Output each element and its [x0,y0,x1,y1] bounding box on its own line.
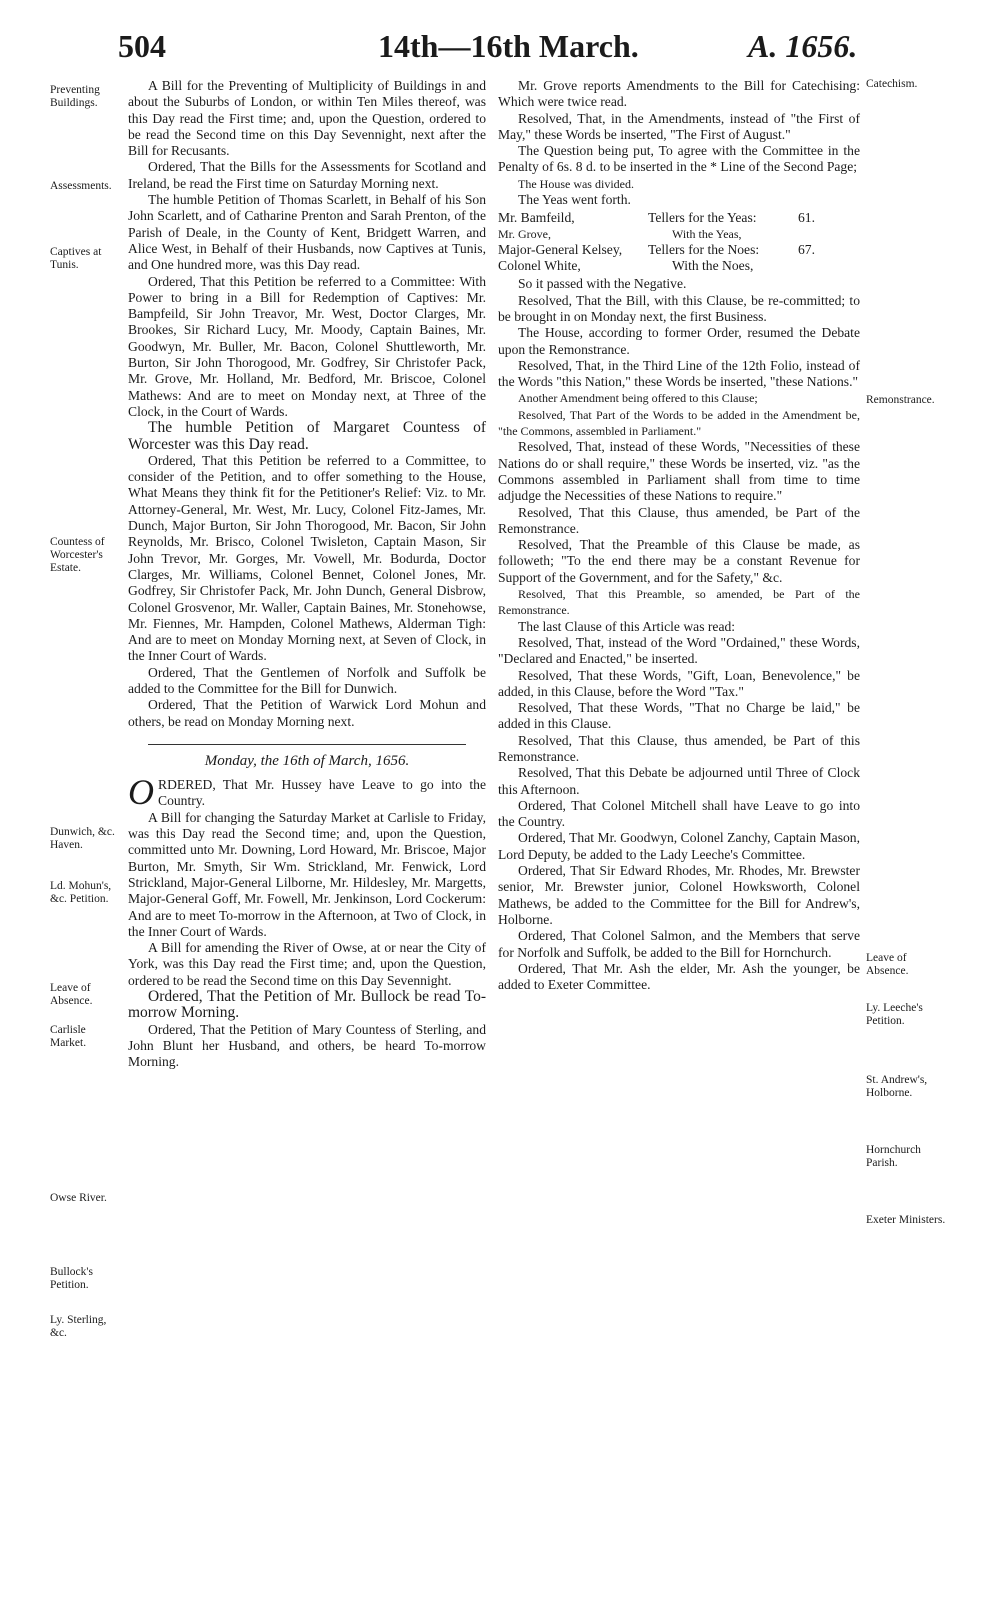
entry-paragraph: The House, according to former Order, resumed the Debate upon the Remonstrance. [498,325,860,357]
entry-paragraph: Resolved, That Part of the Words to be added in the Amendment be, "the Commons, assembled in Parliament." [498,407,860,439]
entry-paragraph: Ordered, That the Petition of Warwick Lord Mohun and others, be read on Monday Morning next. [128,697,486,729]
entry-paragraph: Resolved, That this Clause, thus amended, be Part of the Remonstrance. [498,504,860,536]
margin-note: Assessments. [50,180,112,192]
margin-note: Ld. Mohun's, &c. Petition. [50,880,112,905]
margin-note: Leave of Absence. [50,982,93,1007]
teller-role: With the Noes, [672,258,754,274]
entry-paragraph: Another Amendment being offered to this Clause; [518,391,758,406]
day-heading: Monday, the 16th of March, 1656. [204,752,410,769]
left-column [128,78,486,1071]
page-number: 504 [118,28,166,64]
margin-note: St. Andrew's, Holborne. [866,1074,928,1099]
entry-paragraph: Resolved, That these Words, "That no Charge be laid," be added in this Clause. [498,700,860,732]
section-divider [148,744,466,745]
entry-paragraph: So it passed with the Negative. [518,276,687,292]
entry-paragraph: A Bill for changing the Saturday Market at Carlisle to Friday, was this Day read the Second time; and, upon the Question, committed unto Mr. Downing, Lord Howard, Mr. Briscoe, Major Burton, Mr. Smyth, Sir Wm. Strickland, Mr. Fenwick, Lord Strickland, Major-General Lilborne, Mr. Hildesley, Mr. Margetts, Major-General Goff, Mr. Fowell, Mr. Jenkinson, Lord Cockerum: And are to meet To-morrow in the Afternoon, at Two of Clock, in the Inner Court of Wards. [128,809,486,939]
tellers-row [498,210,860,226]
teller-role: With the Yeas, [672,227,742,242]
teller-role: Tellers for the Yeas: [648,210,757,226]
margin-note: Exeter Ministers. [866,1214,946,1226]
teller-name: Colonel White, [498,258,581,274]
entry-paragraph: Ordered, That Colonel Mitchell shall have Leave to go into the Country. [498,797,860,830]
teller-count: 61. [798,210,815,226]
entry-paragraph: Resolved, That, in the Third Line of the 12th Folio, instead of the Words "this Nation," these Words be inserted, "these Nations." [498,357,860,390]
margin-note: Preventing Buildings. [50,84,100,109]
entry-paragraph: The last Clause of this Article was read: [518,618,736,634]
entry-paragraph: Resolved, That this Preamble, so amended, be Part of the Remonstrance. [498,587,860,618]
entry-paragraph: Resolved, That, instead of these Words, "Necessities of these Nations do or shall require," these Words be inserted, viz. "as the Commons assembled in Parliament shall from time to time adjudge the Necessities of these Nations to require." [498,439,860,504]
margin-note: Hornchurch Parish. [866,1144,921,1169]
entry-paragraph: Ordered, That Mr. Ash the elder, Mr. Ash the younger, be added to Exeter Committee. [498,960,860,993]
entry-paragraph: The humble Petition of Margaret Countess of Worcester was this Day read. [128,419,486,453]
teller-count [798,226,860,242]
margin-note: Remonstrance. [866,394,935,406]
entry-paragraph: Ordered, That Sir Edward Rhodes, Mr. Rhodes, Mr. Brewster senior, Mr. Brewster junior, Colonel Howksworth, Colonel Mathews, be added to the Committee for the Bill for Andrew's, Holborne. [498,863,860,927]
margin-note: Captives at Tunis. [50,246,102,271]
entry-paragraph: Ordered, That this Petition be referred to a Committee, to consider of the Petition, and to offer something to the House, What Means they think fit for the Petitioner's Relief: Viz. to Mr. Attorney-General, Mr. West, Mr. Lucy, Colonel Fitz-James, Mr. Dunch, Major Burton, Sir John Thorogood, Mr. Bacon, Sir John Reynolds, Mr. Brisco, Colonel Twisleton, Captain Mason, Sir John Trevor, Mr. Gorges, Mr. Vowell, Mr. Bodurda, Doctor Clarges, Mr. Williams, Colonel Bennet, Colonel Jones, Mr. Godfrey, Sir Christofer Pack, Mr. John Dunch, General Disbrow, Colonel Grosvenor, Mr. Waller, Captain Baines, Mr. Stonehowse, Mr. Fiennes, Mr. Hampden, Colonel Mathews, Alderman Tigh: And are to meet on Monday Morning next, at Seven of Clock, in the Inner Court of Wards. [128,452,486,664]
entry-paragraph: Ordered, That the Petition of Mr. Bullock be read To-morrow Morning. [128,988,486,1022]
entry-paragraph: A Bill for the Preventing of Multiplicity of Buildings in and about the Suburbs of London, or within Ten Miles thereof, was this Day read the First time; and, upon the Question, ordered to be read the Second time on this Day Sevennight, next after the Bill for Recusants. [128,78,486,159]
entry-paragraph: Resolved, That this Clause, thus amended, be Part of this Remonstrance. [498,732,860,764]
entry-paragraph: Resolved, That, instead of the Word "Ordained," these Words, "Declared and Enacted," be inserted. [498,634,860,667]
teller-role: Tellers for the Noes: [648,242,760,258]
teller-name: Major-General Kelsey, [498,242,623,258]
entry-paragraph: Resolved, That this Debate be adjourned until Three of Clock this Afternoon. [498,765,860,797]
date-range: 14th—16th March. [378,28,639,64]
margin-note: Owse River. [50,1192,107,1204]
entry-paragraph: Ordered, That the Gentlemen of Norfolk and Suffolk be added to the Committee for the Bill for Dunwich. [128,664,486,696]
drop-cap: O [128,772,154,813]
entry-paragraph: The Question being put, To agree with the Committee in the Penalty of 6s. 8 d. to be inserted in the * Line of the Second Page; [498,143,860,175]
margin-note: Ly. Leeche's Petition. [866,1002,923,1027]
entry-paragraph: Resolved, That the Preamble of this Clause be made, as followeth; "To the end there may be a constant Revenue for Support of the Government, and for the Safety," &c. [498,537,860,585]
entry-paragraph: The humble Petition of Thomas Scarlett, in Behalf of his Son John Scarlett, and of Catharine Prenton and Sarah Prenton, of the Parish of Deale, in the County of Kent, Bridgett Warren, and Alice West, in Behalf of their Husbands, now Captives at Tunis, and One hundred more, was this Day read. [128,192,486,273]
entry-paragraph: The Yeas went forth. [518,192,631,208]
entry-paragraph: The House was divided. [518,176,634,191]
year-heading: A. 1656. [748,28,858,64]
entry-paragraph: Ordered, That the Bills for the Assessments for Scotland and Ireland, be read the First time on Saturday Morning next. [128,159,486,191]
entry-paragraph: Ordered, That this Petition be referred to a Committee: With Power to bring in a Bill for Redemption of Captives: Mr. Bampfeild, Sir John Treavor, Mr. West, Doctor Clarges, Mr. Brookes, Sir Richard Lucy, Mr. Moody, Captain Baines, Mr. Goodwyn, Mr. Buller, Mr. Bacon, Colonel Shuttleworth, Mr. Burton, Sir John Thorogood, Mr. Godfrey, Sir Christofer Pack, Mr. Grove, Mr. Holland, Mr. Bedford, Mr. Briscoe, Colonel Mathews: And are to meet on Monday next, at Three of the Clock, in the Court of Wards. [128,273,486,419]
right-column [498,78,860,993]
margin-note: Leave of Absence. [866,952,909,977]
margin-note: Carlisle Market. [50,1024,87,1049]
entry-paragraph: Resolved, That, in the Amendments, instead of "the First of May," these Words be inserted, "The First of August." [498,110,860,142]
entry-paragraph: A Bill for amending the River of Owse, at or near the City of York, was this Day read the First time; and, upon the Question, ordered to be read the Second time on this Day Sevennight. [128,940,486,988]
tellers-row [498,226,860,242]
teller-count: 67. [798,242,815,258]
entry-paragraph: Ordered, That the Petition of Mary Countess of Sterling, and John Blunt her Husband, and others, be heard To-morrow Morning. [128,1021,486,1070]
margin-note: Bullock's Petition. [50,1266,93,1291]
margin-note: Ly. Sterling, &c. [50,1314,107,1339]
tellers-row [498,258,860,274]
tellers-table [498,210,860,274]
entry-paragraph [128,772,486,813]
entry-paragraph: Resolved, That the Bill, with this Clause, be re-committed; to be brought in on Monday next, the first Business. [498,292,860,324]
margin-note: Countess of Worcester's Estate. [50,536,105,574]
page-header [0,28,992,78]
entry-paragraph: Ordered, That Colonel Salmon, and the Members that serve for Norfolk and Suffolk, be added to the Bill for Hornchurch. [498,928,860,960]
margin-note: Dunwich, &c. Haven. [50,826,115,851]
entry-paragraph: Ordered, That Mr. Goodwyn, Colonel Zanchy, Captain Mason, Lord Deputy, be added to the Lady Leeche's Committee. [498,830,860,862]
teller-name: Mr. Grove, [498,227,551,242]
teller-name: Mr. Bamfeild, [498,210,575,226]
entry-paragraph: Mr. Grove reports Amendments to the Bill for Catechising: Which were twice read. [498,78,860,110]
teller-count [798,258,860,274]
entry-paragraph: Resolved, That these Words, "Gift, Loan, Benevolence," be added, in this Clause, before the Word "Tax." [498,667,860,699]
entry-text: RDERED, That Mr. Hussey have Leave to go into the Country. [158,777,486,809]
margin-note: Catechism. [866,78,918,90]
tellers-row [498,242,860,258]
